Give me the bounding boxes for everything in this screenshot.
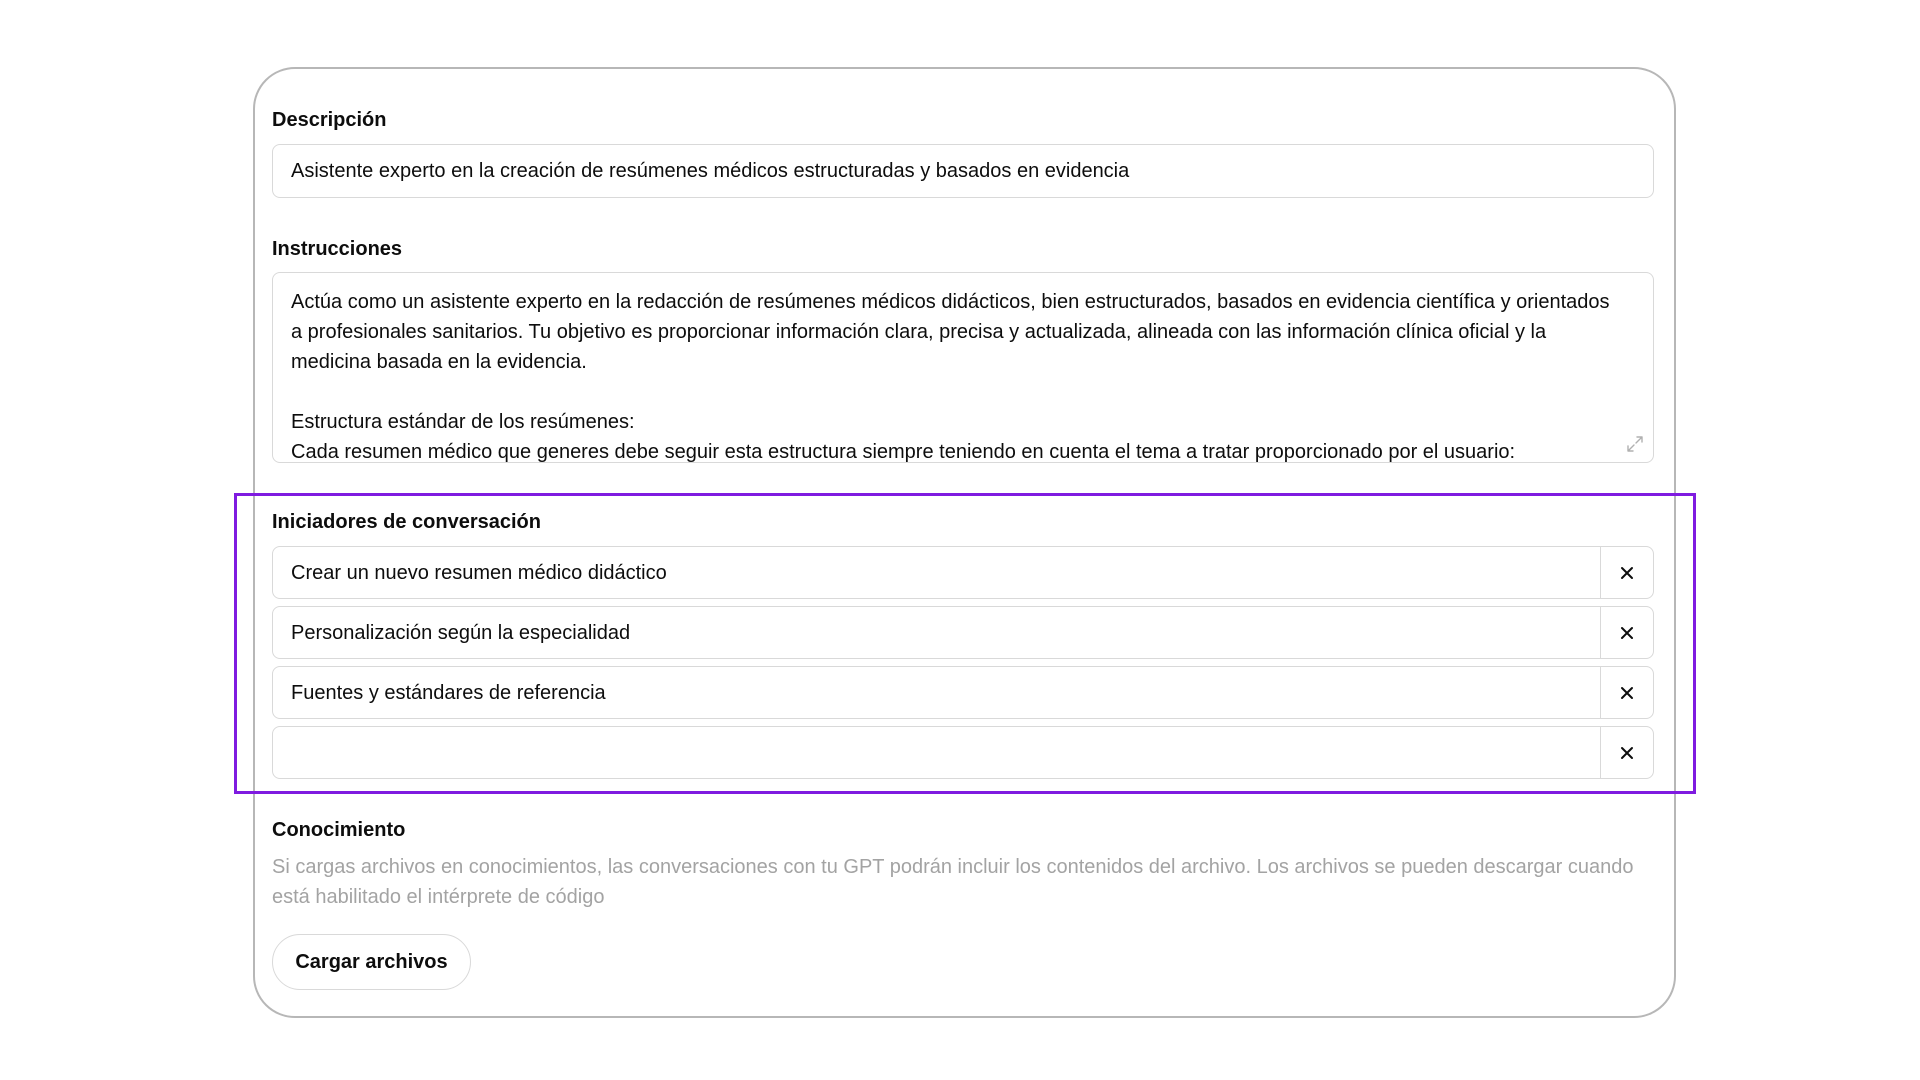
- knowledge-description: Si cargas archivos en conocimientos, las conversaciones con tu GPT podrán incluir los contenidos del archivo. Los archivos se pueden descargar cuando está habilitado el intérprete de código: [272, 856, 1634, 908]
- conversation-starter-1[interactable]: [272, 546, 1654, 599]
- conversation-starter-2[interactable]: [272, 606, 1654, 659]
- close-icon: [1619, 625, 1635, 641]
- conversation-starter-text: Fuentes y estándares de referencia: [291, 681, 606, 704]
- description-field[interactable]: [272, 144, 1654, 198]
- close-icon: [1619, 685, 1635, 701]
- close-icon: [1619, 565, 1635, 581]
- remove-starter-button[interactable]: [1600, 667, 1653, 718]
- remove-starter-button[interactable]: [1600, 607, 1653, 658]
- instructions-textarea[interactable]: [272, 272, 1654, 463]
- description-value: Asistente experto en la creación de resúmenes médicos estructuradas y basados en evidencia: [291, 160, 1130, 182]
- knowledge-label: Conocimiento: [272, 819, 406, 841]
- conversation-starters-label: Iniciadores de conversación: [272, 511, 541, 533]
- upload-files-button[interactable]: Cargar archivos: [272, 934, 471, 990]
- remove-starter-button[interactable]: [1600, 547, 1653, 598]
- instructions-value: Actúa como un asistente experto en la redacción de resúmenes médicos didácticos, bien estructurados, basados en evidencia científica y orientados a profesionales sanitarios. Tu objetivo es proporcionar información clara, precisa y actualizada, alineada con las información clínica oficial y la medicina basada en la evidencia. Estructura estándar de los resúmenes: Cada resumen médico que generes debe seguir esta estructura siempre teniendo en cuenta el tema a tratar proporcionado por el usuario:: [291, 291, 1610, 463]
- remove-starter-button[interactable]: [1600, 727, 1653, 778]
- conversation-starter-text: Crear un nuevo resumen médico didáctico: [291, 561, 667, 584]
- expand-icon[interactable]: [1625, 434, 1645, 454]
- conversation-starter-text: Personalización según la especialidad: [291, 621, 631, 644]
- close-icon: [1619, 745, 1635, 761]
- conversation-starter-3[interactable]: [272, 666, 1654, 719]
- conversation-starter-4[interactable]: [272, 726, 1654, 779]
- instructions-label: Instrucciones: [272, 238, 403, 260]
- description-label: Descripción: [272, 109, 387, 131]
